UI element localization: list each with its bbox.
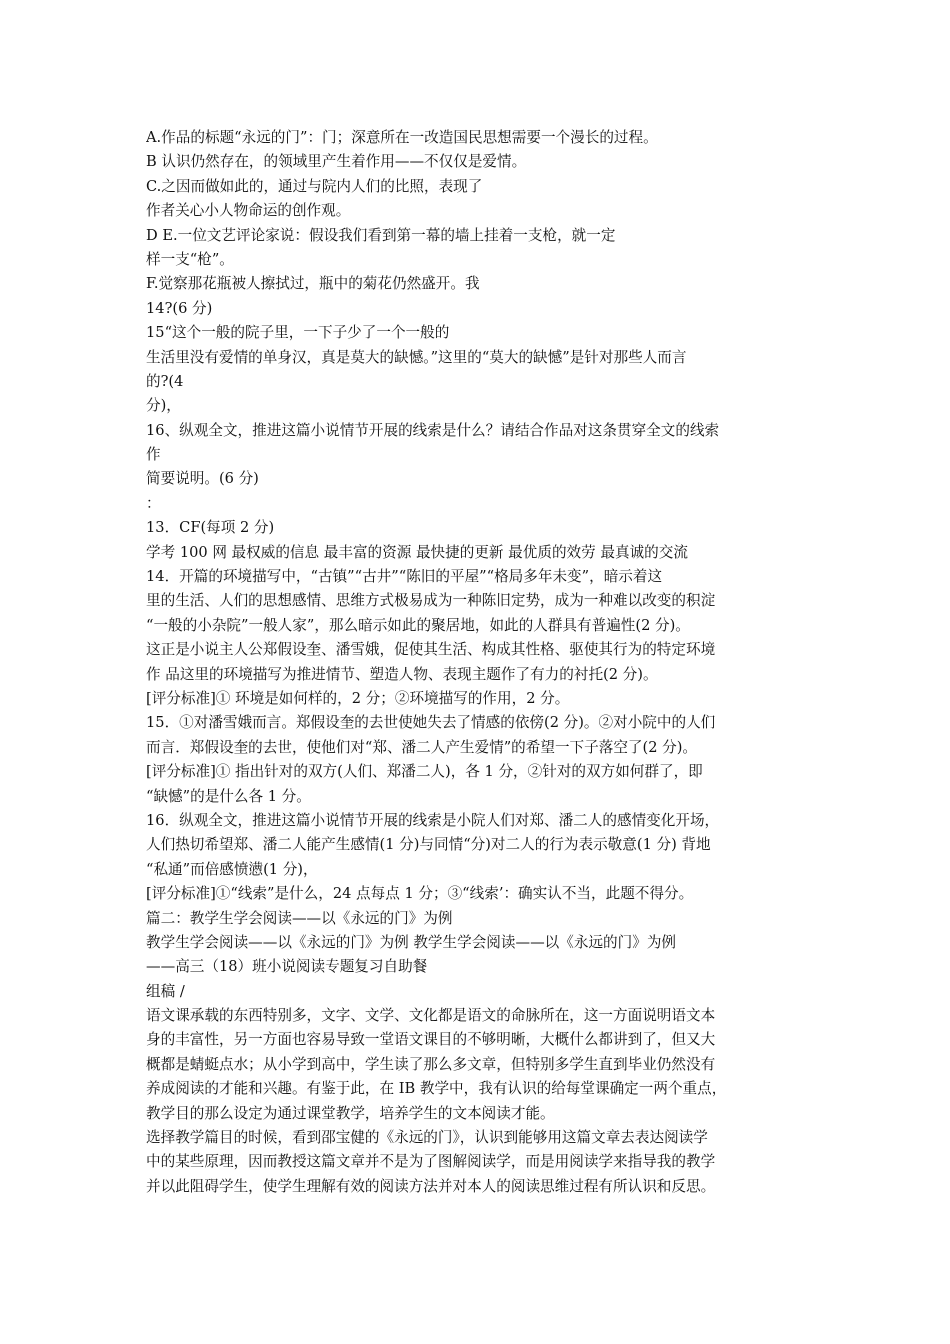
text-line: 14?(6 分) xyxy=(146,299,213,317)
text-line: 15．①对潘雪娥而言。郑假设奎的去世使她失去了情感的依傍(2 分)。②对小院中的人们 xyxy=(146,714,716,732)
text-line: 语文课承载的东西特别多，文字、文学、文化都是语文的命脉所在，这一方面说明语文本 xyxy=(146,1007,716,1025)
document-page xyxy=(146,126,810,1199)
text-line: A.作品的标题“永远的门”：门；深意所在一改造国民思想需要一个漫长的过程。 xyxy=(146,129,658,146)
text-line: 的?(4 xyxy=(146,372,184,390)
text-line: 16．纵观全文，推进这篇小说情节开展的线索是小院人们对郑、潘二人的感情变化开场， xyxy=(146,811,720,829)
text-line: C.之因而做如此的，通过与院内人们的比照，表现了 xyxy=(146,177,483,195)
text-line: 养成阅读的才能和兴趣。有鉴于此，在 IB 教学中，我有认识的给每堂课确定一两个重点， xyxy=(146,1080,727,1098)
text-line: 人们热切希望郑、潘二人能产生感情(1 分)与同情“分)对二人的行为表示敬意(1 分) 背地 xyxy=(146,836,711,854)
text-line: 16、纵观全文，推进这篇小说情节开展的线索是什么？请结合作品对这条贯穿全文的线索 xyxy=(146,421,720,439)
text-line: B 认识仍然存在，的领域里产生着作用——不仅仅是爱情。 xyxy=(146,153,527,171)
text-line: D E.一位文艺评论家说：假设我们看到第一幕的墙上挂着一支枪，就一定 xyxy=(146,226,616,244)
text-line: [评分标准]①“线索”是什么，24 点每点 1 分；③“线索’：确实认不当，此题不得分。 xyxy=(146,885,694,903)
text-line: 并以此阻碍学生，使学生理解有效的阅读方法并对本人的阅读思维过程有所认识和反思。 xyxy=(146,1177,716,1195)
text-line: 教学目的那么设定为通过课堂教学，培养学生的文本阅读才能。 xyxy=(146,1104,555,1122)
text-line: 而言．郑假设奎的去世，使他们对“郑、潘二人产生爱情”的希望一下子落空了(2 分)。 xyxy=(146,738,698,756)
text-line: 中的某些原理，因而教授这篇文章并不是为了图解阅读学，而是用阅读学来指导我的教学 xyxy=(146,1153,716,1171)
text-line: 简要说明。(6 分) xyxy=(146,470,259,488)
text-line: 作 品这里的环境描写为推进情节、塑造人物、表现主题作了有力的衬托(2 分)。 xyxy=(146,665,658,683)
text-line: 里的生活、人们的思想感情、思维方式极易成为一种陈旧定势，成为一种难以改变的积淀 xyxy=(146,592,716,610)
text-line: 这正是小说主人公郑假设奎、潘雪娥，促使其生活、构成其性格、驱使其行为的特定环境 xyxy=(146,641,716,659)
text-line: “私通”而倍感愤懑(1 分)， xyxy=(146,860,318,878)
text-line: ——高三（18）班小说阅读专题复习自助餐 xyxy=(146,958,428,976)
text-line: 样一支“枪”。 xyxy=(146,250,234,268)
text-line: [评分标准]① 环境是如何样的，2 分；②环境描写的作用，2 分。 xyxy=(146,689,570,707)
text-line: 分)， xyxy=(146,397,181,415)
text-line: 15“这个一般的院子里，一下子少了一个一般的 xyxy=(146,324,450,342)
text-line: 选择教学篇目的时候，看到邵宝健的《永远的门》，认识到能够用这篇文章去表达阅读学 xyxy=(146,1129,708,1147)
text-line: 篇二：教学生学会阅读——以《永远的门》为例 xyxy=(146,909,453,927)
text-line: ： xyxy=(146,494,161,512)
text-line: “一般的小杂院”一般人家”，那么暗示如此的聚居地，如此的人群具有普遍性(2 分)。 xyxy=(146,616,690,634)
text-line: 身的丰富性，另一方面也容易导致一堂语文课目的不够明晰，大概什么都讲到了，但又大 xyxy=(146,1031,716,1049)
text-line: 教学生学会阅读——以《永远的门》为例 教学生学会阅读——以《永远的门》为例 xyxy=(146,933,677,951)
text-line: 组稿 / xyxy=(146,982,185,1000)
text-line: 学考 100 网 最权威的信息 最丰富的资源 最快捷的更新 最优质的效劳 最真诚的交流 xyxy=(146,543,688,561)
text-line: 作者关心小人物命运的创作观。 xyxy=(146,202,351,220)
text-line: 作 xyxy=(146,446,161,464)
text-line: 13．CF(每项 2 分) xyxy=(146,519,275,537)
text-line: 生活里没有爱情的单身汉，真是莫大的缺憾。”这里的“莫大的缺憾”是针对那些人而言 xyxy=(146,348,687,366)
text-line: 概都是蜻蜓点水；从小学到高中，学生读了那么多文章，但特别多学生直到毕业仍然没有 xyxy=(146,1055,716,1073)
text-line: [评分标准]① 指出针对的双方(人们、郑潘二人)，各 1 分，②针对的双方如何群了，即 xyxy=(146,763,703,781)
text-line: “缺憾”的是什么各 1 分。 xyxy=(146,787,311,805)
text-line: 14．开篇的环境描写中，“古镇”“古井”“陈旧的平屋”“格局多年未变”，暗示着这 xyxy=(146,568,663,586)
text-line: F.觉察那花瓶被人擦拭过，瓶中的菊花仍然盛开。我 xyxy=(146,275,480,293)
